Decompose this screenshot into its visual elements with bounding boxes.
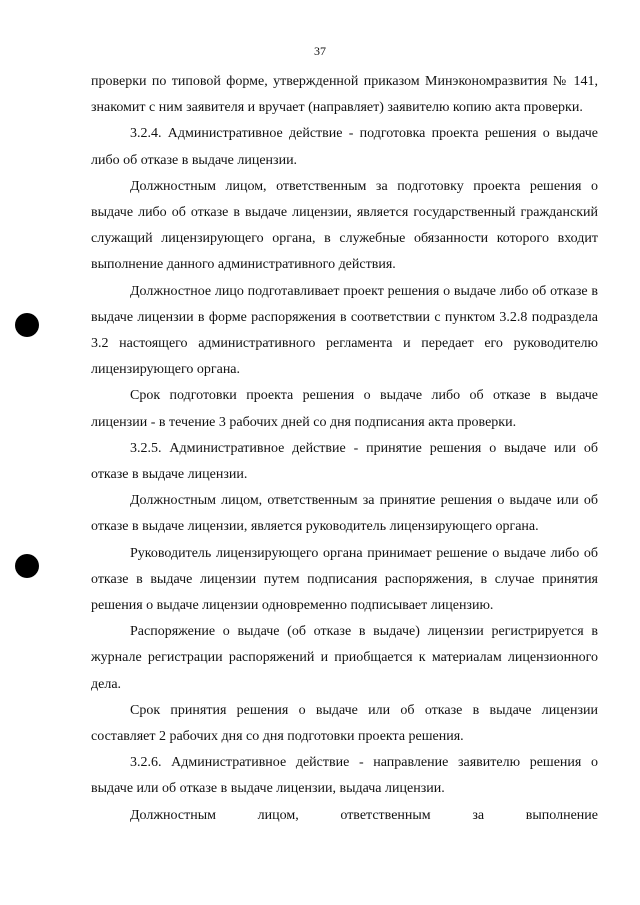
paragraph: Должностным лицом, ответственным за выполнение (130, 807, 598, 823)
punch-hole-mark (15, 554, 39, 578)
paragraph: проверки по типовой форме, утвержденной приказом Минэкономразвития № 141, знакомит с ним заявителя и вручает (направляет) заявителю копию акта проверки. (91, 74, 598, 116)
paragraph: Должностное лицо подготавливает проект решения о выдаче либо об отказе в выдаче лицензии в форме распоряжения в соответствии с пунктом 3.2.8 подраздела 3.2 настоящего административного регламента и передает его руководителю лицензирующего органа. (91, 283, 598, 378)
section-heading-paragraph: 3.2.6. Административное действие - направление заявителю решения о выдаче или об отказе в выдаче лицензии, выдача лицензии. (91, 755, 598, 797)
section-heading-paragraph: 3.2.4. Административное действие - подготовка проекта решения о выдаче либо об отказе в выдаче лицензии. (91, 126, 598, 168)
document-body (91, 69, 598, 829)
paragraph: Должностным лицом, ответственным за подготовку проекта решения о выдаче либо об отказе в выдаче лицензии, является государственный гражданский служащий лицензирующего органа, в служебные обязанности которого входит выполнение данного административного действия. (91, 178, 598, 273)
paragraph: Распоряжение о выдаче (об отказе в выдаче) лицензии регистрируется в журнале регистрации распоряжений и приобщается к материалам лицензионного дела. (91, 624, 598, 692)
page-number: 37 (314, 44, 326, 58)
paragraph: Срок принятия решения о выдаче или об отказе в выдаче лицензии составляет 2 рабочих дня со дня подготовки проекта решения. (91, 702, 598, 745)
section-heading-paragraph: 3.2.5. Административное действие - принятие решения о выдаче или об отказе в выдаче лицензии. (91, 440, 598, 483)
paragraph: Срок подготовки проекта решения о выдаче либо об отказе в выдаче лицензии - в течение 3 рабочих дней со дня подписания акта проверки. (91, 388, 598, 430)
paragraph: Руководитель лицензирующего органа принимает решение о выдаче либо об отказе в выдаче лицензии путем подписания распоряжения, в случае принятия решения о выдаче лицензии одновременно подписывает лицензию. (91, 545, 598, 614)
paragraph: Должностным лицом, ответственным за принятие решения о выдаче или об отказе в выдаче лицензии, является руководитель лицензирующего органа. (91, 493, 598, 535)
punch-hole-mark (15, 313, 39, 337)
